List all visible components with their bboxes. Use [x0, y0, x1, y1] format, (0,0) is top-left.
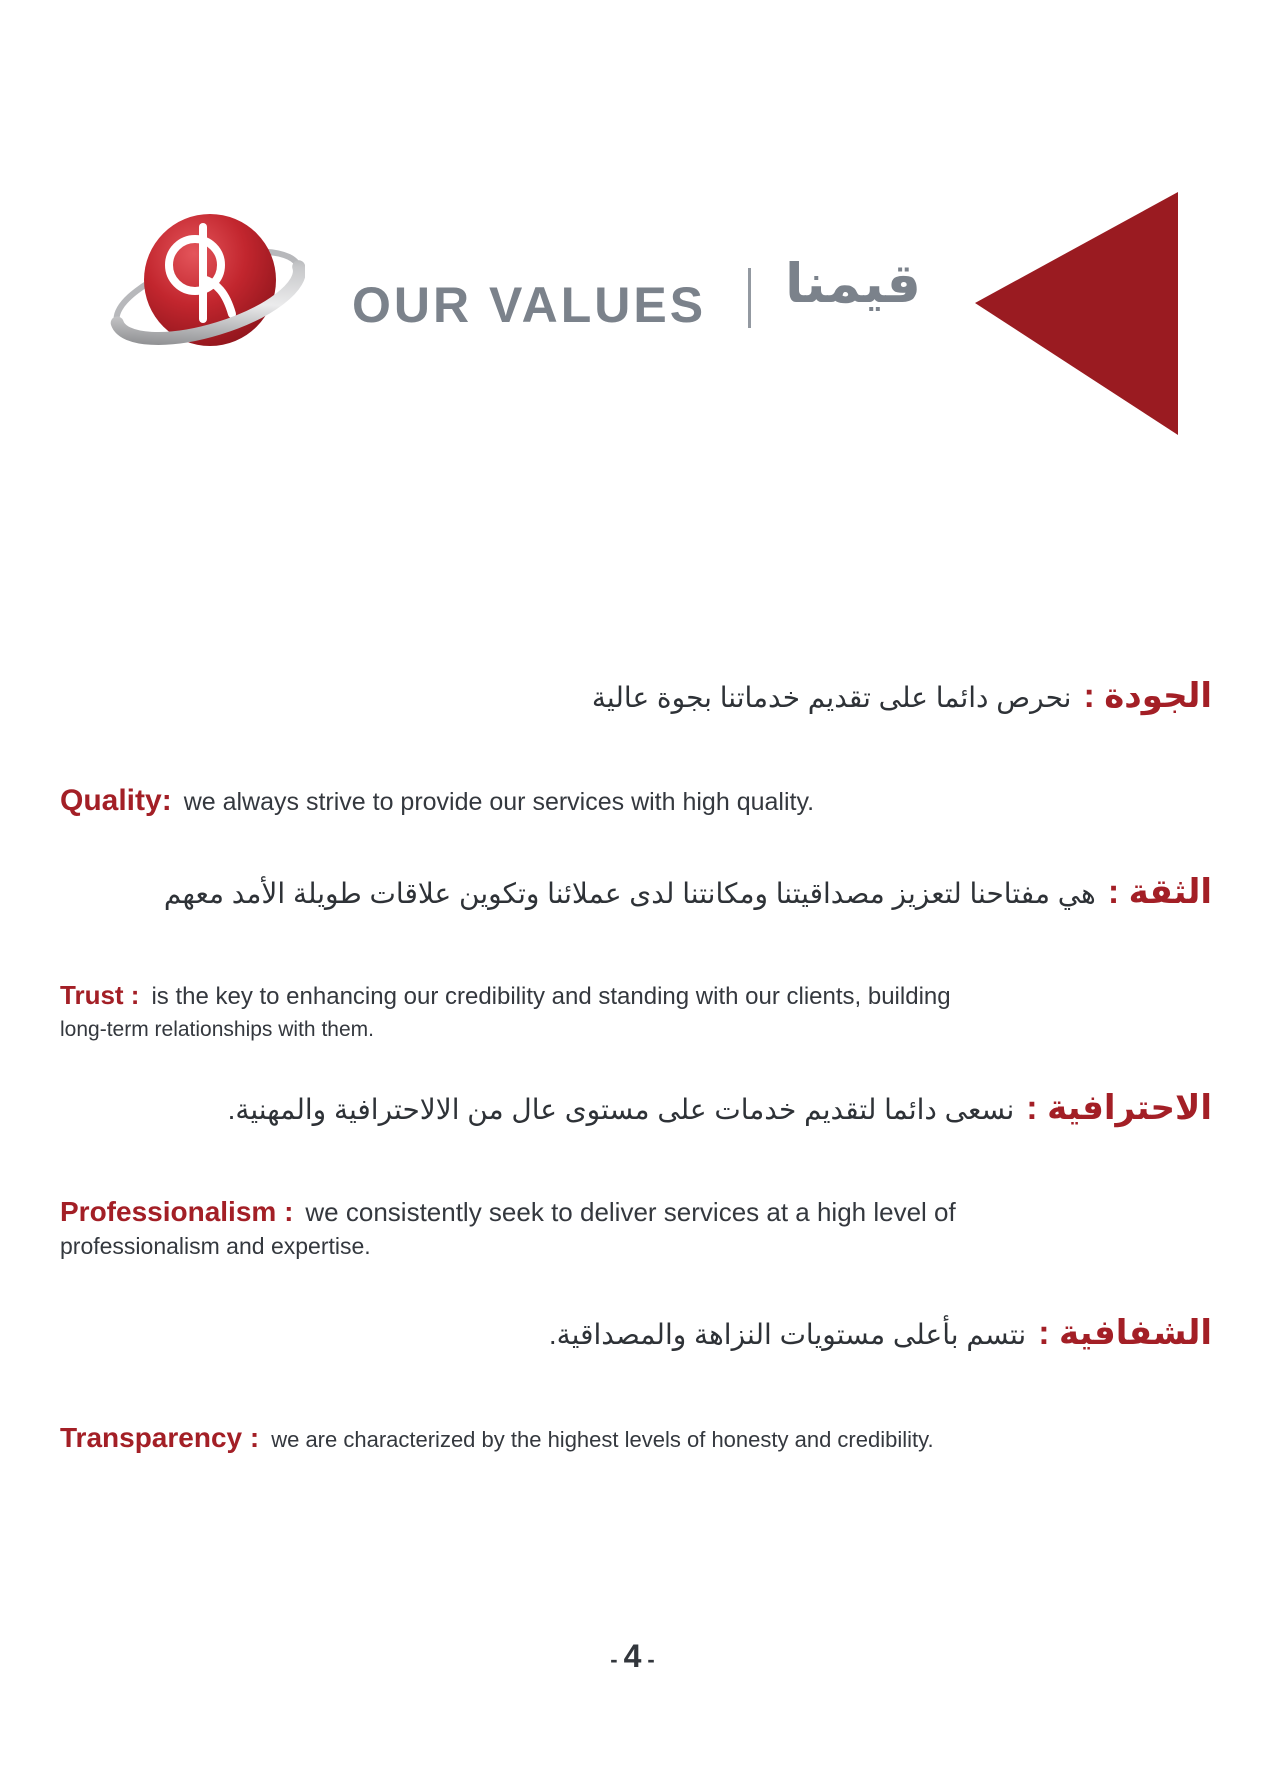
page-title-english: OUR VALUES: [352, 277, 707, 333]
page-number: 4: [623, 1638, 642, 1674]
value-trust-arabic-text: هي مفتاحنا لتعزيز مصداقيتنا ومكانتنا لدى عملائنا وتكوين علاقات طويلة الأمد معهم: [163, 878, 1096, 909]
value-transparency-english-text: we are characterized by the highest levels of honesty and credibility.: [271, 1427, 934, 1452]
value-professionalism-english-line2: professionalism and expertise.: [60, 1233, 371, 1259]
page-footer: [0, 1638, 1265, 1675]
value-transparency-arabic-label: الشفافية :: [1038, 1314, 1212, 1352]
value-quality-arabic-label: الجودة :: [1083, 677, 1212, 715]
value-trust-arabic-label: الثقة :: [1107, 873, 1212, 911]
footer-dash-right: -: [647, 1647, 655, 1672]
value-trust-english-text: is the key to enhancing our credibility and standing with our clients, building: [151, 983, 951, 1010]
value-trust-english-label: Trust :: [60, 980, 140, 1010]
value-professionalism-english-text: we consistently seek to deliver services at a high level of: [305, 1197, 956, 1227]
value-professionalism-english-line1: [60, 1196, 956, 1228]
red-triangle-accent: [975, 192, 1178, 435]
value-trust-english-line1: [60, 980, 951, 1011]
value-transparency-english-label: Transparency :: [60, 1422, 260, 1453]
value-quality-english: [60, 784, 814, 818]
page-title-arabic: قيمنا: [785, 254, 921, 314]
footer-dash-left: -: [610, 1647, 618, 1672]
value-professionalism-english-label: Professionalism :: [60, 1196, 294, 1227]
qr-globe-logo-icon: [105, 183, 305, 361]
value-quality-arabic: [592, 676, 1212, 716]
value-transparency-english: [60, 1422, 934, 1454]
company-logo: [105, 183, 305, 361]
value-quality-arabic-text: نحرص دائما على تقديم خدماتنا بجوة عالية: [591, 682, 1072, 713]
title-separator-bar: [748, 268, 751, 328]
value-professionalism-arabic-label: الاحترافية :: [1026, 1089, 1212, 1127]
value-transparency-arabic: [549, 1313, 1212, 1353]
left-triangle-icon: [975, 192, 1178, 435]
value-professionalism-arabic: [228, 1088, 1212, 1128]
value-quality-english-label: Quality:: [60, 784, 172, 817]
value-transparency-arabic-text: نتسم بأعلى مستويات النزاهة والمصداقية.: [548, 1319, 1027, 1350]
value-trust-english: [60, 980, 951, 1042]
value-quality-english-text: we always strive to provide our services with high quality.: [183, 788, 815, 816]
value-professionalism-arabic-text: نسعى دائما لتقديم خدمات على مستوى عال من الالاحترافية والمهنية.: [227, 1094, 1015, 1125]
value-trust-english-line2: long-term relationships with them.: [60, 1018, 374, 1041]
value-professionalism-english: [60, 1196, 956, 1260]
value-trust-arabic: [164, 872, 1212, 912]
